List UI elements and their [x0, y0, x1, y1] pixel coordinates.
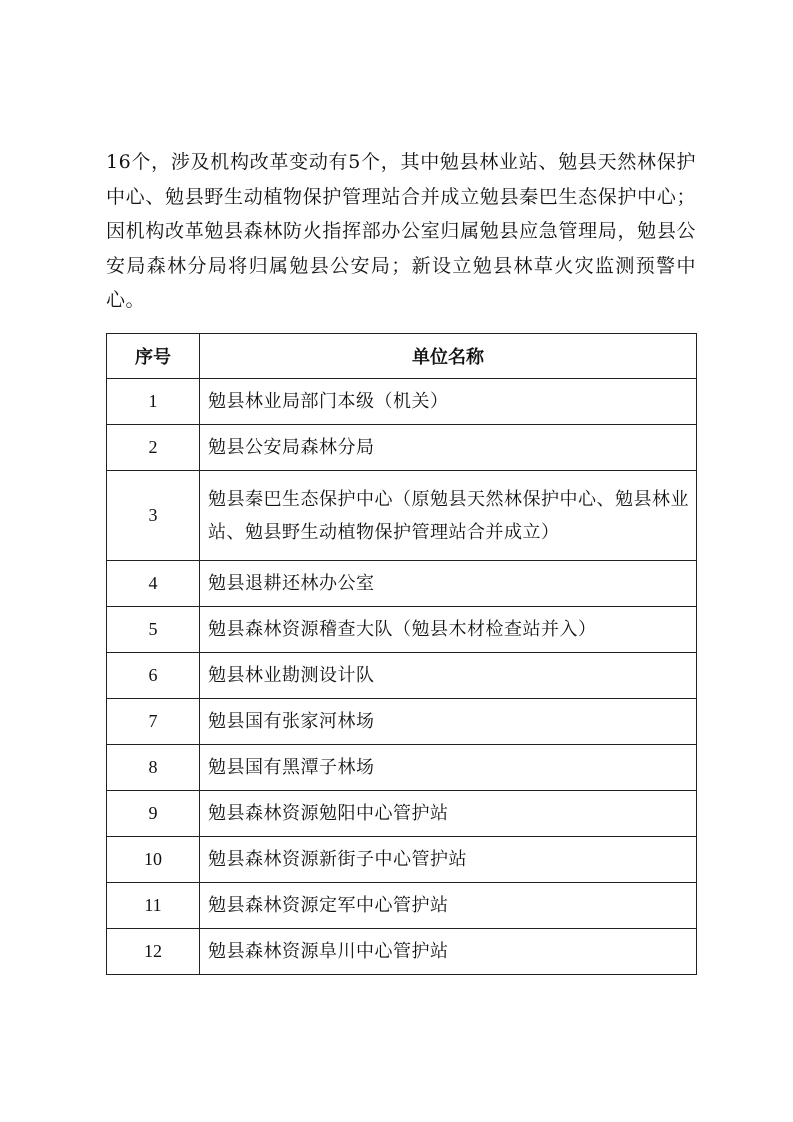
table-row: [107, 607, 697, 653]
row-unit-name: 勉县森林资源阜川中心管护站: [200, 929, 697, 975]
row-number: 7: [107, 699, 200, 745]
row-number: 5: [107, 607, 200, 653]
row-number: 3: [107, 471, 200, 561]
units-table: [106, 333, 697, 975]
row-unit-name: 勉县公安局森林分局: [200, 425, 697, 471]
table-row: [107, 699, 697, 745]
row-number: 2: [107, 425, 200, 471]
row-unit-name: 勉县森林资源定军中心管护站: [200, 883, 697, 929]
row-unit-name: 勉县秦巴生态保护中心（原勉县天然林保护中心、勉县林业站、勉县野生动植物保护管理站合并成立）: [200, 471, 697, 561]
row-unit-name: 勉县森林资源稽查大队（勉县木材检查站并入）: [200, 607, 697, 653]
table-row: [107, 653, 697, 699]
row-unit-name: 勉县森林资源新街子中心管护站: [200, 837, 697, 883]
row-number: 11: [107, 883, 200, 929]
table-row: [107, 471, 697, 561]
header-serial: 序号: [107, 334, 200, 379]
table-row: [107, 379, 697, 425]
row-number: 4: [107, 561, 200, 607]
intro-paragraph: [106, 145, 696, 318]
row-number: 6: [107, 653, 200, 699]
row-number: 8: [107, 745, 200, 791]
row-number: 12: [107, 929, 200, 975]
table-row: [107, 837, 697, 883]
row-unit-name: 勉县国有黑潭子林场: [200, 745, 697, 791]
table-row: [107, 791, 697, 837]
row-unit-name: 勉县国有张家河林场: [200, 699, 697, 745]
table-row: [107, 425, 697, 471]
row-unit-name: 勉县林业勘测设计队: [200, 653, 697, 699]
row-number: 9: [107, 791, 200, 837]
row-unit-name: 勉县林业局部门本级（机关）: [200, 379, 697, 425]
table-row: [107, 929, 697, 975]
table-row: [107, 561, 697, 607]
row-unit-name: 勉县森林资源勉阳中心管护站: [200, 791, 697, 837]
header-unit-name: 单位名称: [200, 334, 697, 379]
row-unit-name: 勉县退耕还林办公室: [200, 561, 697, 607]
table-row: [107, 883, 697, 929]
row-number: 1: [107, 379, 200, 425]
table-header-row: [107, 334, 697, 379]
intro-text: 16个，涉及机构改革变动有5个，其中勉县林业站、勉县天然林保护中心、勉县野生动植物保护管理站合并成立勉县秦巴生态保护中心；因机构改革勉县森林防火指挥部办公室归属勉县应急管理局，勉县公安局森林分局将归属勉县公安局；新设立勉县林草火灾监测预警中心。: [106, 151, 696, 312]
table-row: [107, 745, 697, 791]
row-number: 10: [107, 837, 200, 883]
